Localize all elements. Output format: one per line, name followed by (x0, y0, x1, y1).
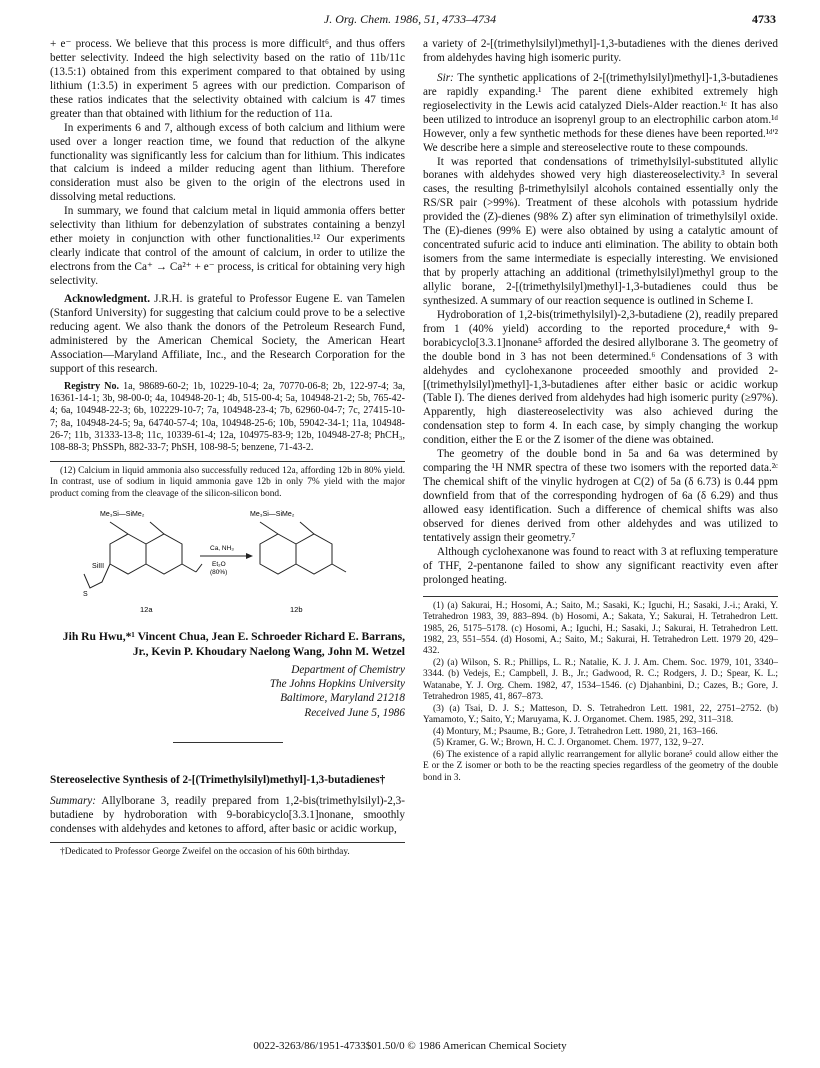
acknowledgment (50, 293, 405, 377)
scheme-label-right: Me₃Si—SiMe₂ (250, 511, 295, 519)
page-footer: 0022-3263/86/1951-4733$01.50/0 © 1986 American Chemical Society (253, 1040, 567, 1052)
paragraph (423, 72, 778, 156)
dedication-text: †Dedicated to Professor George Zweifel on the occasion of his 60th birthday. (60, 847, 350, 858)
arrow-yield: (80%) (210, 569, 228, 577)
paragraph: Hydroboration of 1,2-bis(trimethylsilyl)-2,3-butadiene (2), readily prepared from 1 (40% yield) according to the reported procedure,⁴ with 9-borabicyclo[3.3.1]nonane⁵ afforded the desired allylborane 3. The geometry of the double bond in 3 has not been determined.⁶ Condensations of 3 with aldehydes and cyclohexanone proceeded smoothly and provided 2-[(trimethylsilyl)methyl]-1,3-butadienes after either basic or acidic workup (Table I). The dienes derived from aldehydes had high isomeric purity (≥97%). Apparently, high diastereoselectivity was also achieved during the condensation step to form 4. In each case, by simply changing the workup condition, either the E or the Z isomer of the diene was obtained. (423, 308, 778, 447)
right-column (423, 38, 778, 784)
reference-list (423, 601, 778, 785)
scheme-drawing (50, 504, 405, 622)
dedication-rule (50, 842, 405, 843)
university: The Johns Hopkins University (269, 678, 405, 691)
references-rule (423, 596, 778, 597)
city: Baltimore, Maryland 21218 (280, 692, 405, 705)
paragraph: + e⁻ process. We believe that this process is more difficult⁶, and thus offers better selectivity. Indeed the high selectivity based on the ratio of 11b/11c (13.5:1) obtained from this experiment compared to that obtained by using lithium (1:3.5) in experiment 5 agrees with our prediction. Comparison of these ratios indicates that the selectivity obtained with calcium is 47 times greater than that obtained with lithium for the reduction of 11a. (50, 38, 405, 120)
arrow-head (246, 553, 253, 559)
paragraph: Although cyclohexanone was found to react with 3 at refluxing temperature of THF, 2-pentanone failed to show any significant reactivity even after prolonged heating. (423, 545, 778, 586)
paragraph: The geometry of the double bond in 5a and 6a was determined by comparing the ¹H NMR spectra of these two isomers with the reported data.²ᶜ The chemical shift of the vinylic hydrogen at C(2) of 5a (δ 6.73) is 0.44 ppm downfield from that of the corresponding hydrogen of 6a (δ 6.29) and thus allowed easy identification. Such a difference of chemical shifts was also observed for dienes derived from other aldehydes and was utilized to tentatively assign their geometry.⁷ (423, 448, 778, 544)
structure-scheme (50, 504, 405, 622)
arrow-reagent: Ca, NH₃ (210, 545, 234, 553)
author-list: Jih Ru Hwu,*¹ Vincent Chua, Jean E. Schroeder Richard E. Barrans, Jr., Kevin P. Khoudary Naelong Wang, John M. Wetzel (62, 630, 405, 658)
footnote-text: (12) Calcium in liquid ammonia also successfully reduced 12a, affording 12b in 80% yield. In contrast, use of sodium in liquid ammonia gave 12b in only 7% yield with the major product coming from the cleavage of the silicon-silicon bond. (50, 465, 405, 499)
running-header (0, 8, 820, 28)
reference-item: (3) (a) Tsai, D. J. S.; Matteson, D. S. Tetrahedron Lett. 1981, 22, 2751–2752. (b) Yamamoto, Y.; Saito, Y.; Maruyama, K. J. Organomet. Chem. 1985, 292, 311–318. (423, 703, 778, 726)
reference-item: (6) The existence of a rapid allylic rearrangement for allylic borane⁵ could allow either the E or the Z isomer or both to be the reacting species regardless of the geometry of the double bond in 3. (423, 749, 778, 783)
paragraph: It was reported that condensations of trimethylsilyl-substituted allylic boranes with aldehydes showed very high diastereoselectivity.³ In several cases, the resulting β-trimethylsilyl alcohols contained essentially only the RS/SR pair (>99%). Treatment of these alcohols with potassium hydride provided the (Z)-dienes (98% Z) after syn elimination of trimethylsilyl oxide. The (E)-dienes (99% E) were also obtained by using a catalytic amount of concentrated sufuric acid to induce anti elimination. The ability to obtain both isomers from the same intermediate is especially interesting. We envisioned that by properly attaching an additional (trimethylsilyl)methyl group to the allylic borane, 2-[(trimethylsilyl)methyl]-1,3-butadienes could thus be synthesized. A summary of our reaction sequence is outlined in Scheme I. (423, 155, 778, 307)
arrow-solvent: Et₂O (212, 561, 226, 569)
summary-text: Allylborane 3, readily prepared from 1,2-bis(trimethylsilyl)-2,3-butadiene by hydroboration with 9-borabicyclo[3.3.1]nonane, smoothly condenses with aldehydes and ketones to afford, after basic or acidic workup, (50, 794, 405, 835)
footnote-rule (50, 461, 405, 462)
ack-text: J.R.H. is grateful to Professor Eugene E. van Tamelen (Stanford University) for suggesting that calcium could prove to be a selective reducing agent. We also thank the donors of the Petroleum Research Fund, administered by the American Chemical Society, the American Heart Association—Maryland Affiliate, Inc., and the Research Corporation for the support of this research. (50, 292, 405, 375)
molecule-12a (84, 522, 202, 588)
sulfur-label: S (83, 591, 88, 599)
section-divider (173, 742, 283, 743)
molecule-12b (260, 522, 346, 574)
reference-item: (1) (a) Sakurai, H.; Hosomi, A.; Saito, M.; Sasaki, K.; Iguchi, H.; Sasaki, J.-i.; Araki, Y. Tetrahedron 1983, 39, 883–894. (b) Hosomi, A.; Sakata, Y.; Sakurai, H. Tetrahedron Lett. 1985, 26, 5175–5178. (c) Hosomi, A.; Iguchi, H.; Sasaki, J.; Sakurai, H. Tetrahedron Lett. 1982, 23, 551–554. (d) Hosomi, A.; Saito, M.; Sakurai, H. Tetrahedron Lett. 1979 20, 429–432. (423, 600, 778, 657)
ring-label: SiIII (92, 563, 105, 571)
compound-label-12b: 12b (290, 605, 303, 615)
registry-label: Registry No. (64, 380, 119, 392)
sir-label: Sir: (437, 71, 454, 84)
journal-citation: J. Org. Chem. 1986, 51, 4733–4734 (323, 12, 497, 26)
received-date: Received June 5, 1986 (304, 706, 405, 719)
compound-label-12a: 12a (140, 605, 153, 615)
article-title: Stereoselective Synthesis of 2-[(Trimethylsilyl)methyl]-1,3-butadienes† (50, 773, 386, 786)
department: Department of Chemistry (291, 664, 405, 677)
ack-label: Acknowledgment. (64, 292, 151, 305)
registry-text: 1a, 98689-60-2; 1b, 10229-10-4; 2a, 70770-06-8; 2b, 122-97-4; 3a, 16361-14-1; 3b, 98-00-0; 4a, 104948-20-1; 4b, 515-00-4; 5a, 104948-21-2; 5b, 765-42-4; 6a, 104948-22-3; 6b, 102229-10-7; 7a, 104948-23-4; 7b, 62960-04-7; 7c, 27415-10-7; 8a, 104948-24-5; 9a, 64740-57-4; 10a, 104948-25-6; 10b, 59042-34-1; 11a, 104948-26-7; 11b, 31333-13-8; 11c, 10339-61-4; 12a, 104975-83-9; 12b, 104948-27-8; PhCH₃, 108-88-3; PhSSPh, 882-33-7; PhSH, 108-98-5; benzene, 71-43-2. (50, 380, 405, 454)
footnote-12 (50, 466, 405, 500)
sir-text: The synthetic applications of 2-[(trimethylsilyl)methyl]-1,3-butadienes are rapidly expanding.¹ The parent diene exhibited extremely high regioselectivity in the Lewis acid catalyzed Diels-Alder reaction.¹ᶜ It has also been utilized to introduce an isoprenyl group to an electrophilic carbon atom.¹ᵈ However, only a few synthetic methods for these dienes have been reported.¹ᵈ'² We describe here a simple and stereoselective route to these compounds. (423, 71, 778, 154)
dedication-footnote (50, 847, 405, 858)
registry-numbers (50, 381, 405, 455)
reference-item: (5) Kramer, G. W.; Brown, H. C. J. Organomet. Chem. 1977, 132, 9–27. (433, 738, 704, 749)
page-number: 4733 (752, 12, 776, 26)
reference-item: (2) (a) Wilson, S. R.; Phillips, L. R.; Natalie, K. J. J. Am. Chem. Soc. 1979, 101, 3340–3344. (b) Vedejs, E.; Campbell, J. B., Jr.; Gadwood, R. C.; Rodgers, J. D.; Spear, K. L.; Watanabe, Y. J. Org. Chem. 1982, 47, 1534–1546. (c) Djahanbini, D.; Cazes, B.; Gore, J. Tetrahedron 1985, 41, 867–873. (423, 657, 778, 703)
reference-item: (4) Montury, M.; Psaume, B.; Gore, J. Tetrahedron Lett. 1980, 21, 163–166. (433, 726, 718, 737)
summary-label: Summary: (50, 794, 96, 807)
affiliation (50, 663, 405, 719)
scheme-label-left: Me₃Si—SiMe₂ (100, 511, 145, 519)
paragraph: In experiments 6 and 7, although excess of both calcium and lithium were used over a longer reaction time, we found that reduction of the alkyne functionality was significantly less for calcium than for lithium. This indicates that calcium is indeed a milder reducing agent than lithium. Therefore consideration must also be given to the origin of the electrons used in dissolving metal reductions. (50, 121, 405, 204)
paragraph: In summary, we found that calcium metal in liquid ammonia offers better selectivity than lithium for debenzylation of substrates containing a benzyl ether moiety in conjunction with other functionalities.¹² Our experiments clearly indicate that control of the amount of calcium, in order to utilize the electrons from the Ca⁺ → Ca²⁺ + e⁻ process, is critical for obtaining very high selectivity. (50, 205, 405, 287)
left-column (50, 38, 405, 859)
paragraph: a variety of 2-[(trimethylsilyl)methyl]-1,3-butadienes with the dienes derived from aldehydes having high isomeric purity. (423, 38, 778, 64)
summary (50, 795, 405, 837)
